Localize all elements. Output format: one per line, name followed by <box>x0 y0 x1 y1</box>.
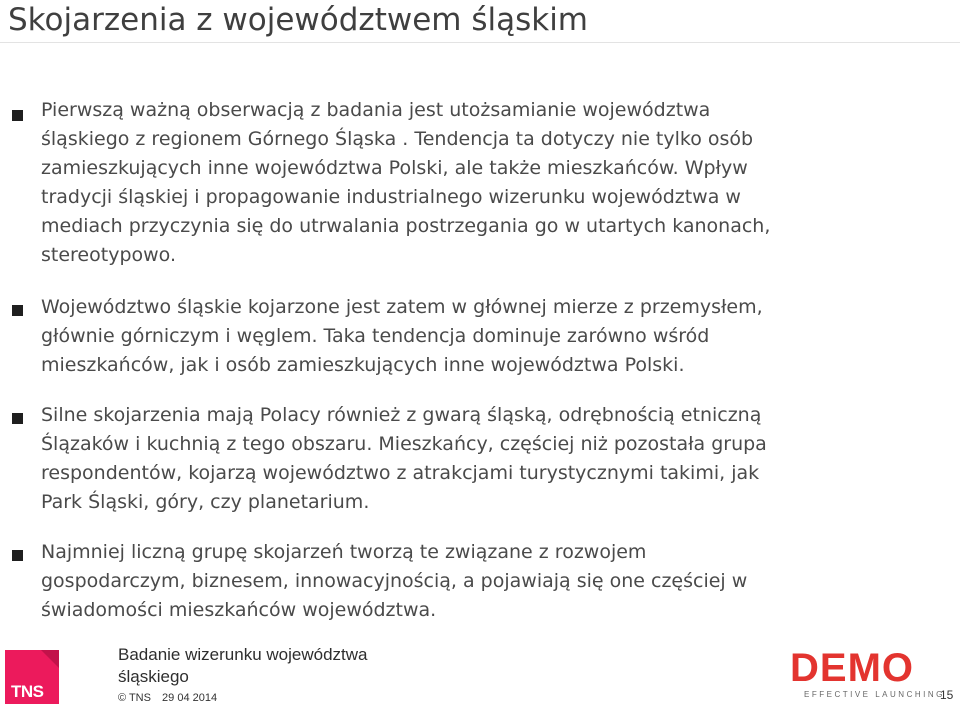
square-bullet-icon <box>12 413 23 424</box>
title-divider <box>0 42 960 43</box>
bullet-line: gospodarczym, biznesem, innowacyjnością, a pojawiają się one częściej w <box>41 570 748 592</box>
bullet-line: mieszkańców, jak i osób zamieszkujących inne województwa Polski. <box>41 354 685 376</box>
bullet-line: stereotypowo. <box>41 244 176 266</box>
demo-logo-text: DEMO <box>790 646 914 690</box>
bullet-line: głównie górniczym i węglem. Taka tendencja dominuje zarówno wśród <box>41 325 710 347</box>
footer-date: 29 04 2014 <box>162 692 218 704</box>
square-bullet-icon <box>12 550 23 561</box>
page-number: 15 <box>940 688 954 702</box>
demo-tagline: EFFECTIVE LAUNCHING <box>804 690 945 699</box>
bullet-text <box>41 96 921 270</box>
footer-title <box>118 644 367 688</box>
square-bullet-icon <box>12 305 23 316</box>
bullet-line: Najmniej liczną grupę skojarzeń tworzą te związane z rozwojem <box>41 541 647 563</box>
bullet-line: tradycji śląskiej i propagowanie industrialnego wizerunku województwa w <box>41 186 741 208</box>
footer-title-line: śląskiego <box>118 667 189 686</box>
demo-logo <box>790 646 945 699</box>
bullet-line: świadomości mieszkańców województwa. <box>41 599 437 621</box>
bullet-line: mediach przyczynia się do utrwalania postrzegania go w utartych kanonach, <box>41 215 771 237</box>
bullet-line: Ślązaków i kuchnią z tego obszaru. Mieszkańcy, częściej niż pozostała grupa <box>41 433 767 455</box>
bullet-line: respondentów, kojarzą województwo z atrakcjami turystycznymi takimi, jak <box>41 462 760 484</box>
bullet-line: Pierwszą ważną obserwacją z badania jest utożsamianie województwa <box>41 99 711 121</box>
bullet-text <box>41 401 921 517</box>
bullet-line: Park Śląski, góry, czy planetarium. <box>41 491 370 513</box>
slide-title: Skojarzenia z województwem śląskim <box>8 2 589 38</box>
tns-logo <box>5 650 59 704</box>
bullet-text <box>41 538 921 625</box>
footer-meta <box>118 692 225 704</box>
logo-corner-mark <box>41 650 59 668</box>
bullet-line: zamieszkujących inne województwa Polski, ale także mieszkańców. Wpływ <box>41 157 748 179</box>
footer-title-line: Badanie wizerunku województwa <box>118 645 368 664</box>
bullet-line: Silne skojarzenia mają Polacy również z gwarą śląską, odrębnością etniczną <box>41 404 762 426</box>
tns-logo-text: TNS <box>11 682 44 701</box>
bullet-text <box>41 293 921 380</box>
copyright-text: © TNS <box>118 692 151 704</box>
square-bullet-icon <box>12 110 23 121</box>
bullet-line: Województwo śląskie kojarzone jest zatem w głównej mierze z przemysłem, <box>41 296 763 318</box>
bullet-line: śląskiego z regionem Górnego Śląska . Tendencja ta dotyczy nie tylko osób <box>41 128 754 150</box>
